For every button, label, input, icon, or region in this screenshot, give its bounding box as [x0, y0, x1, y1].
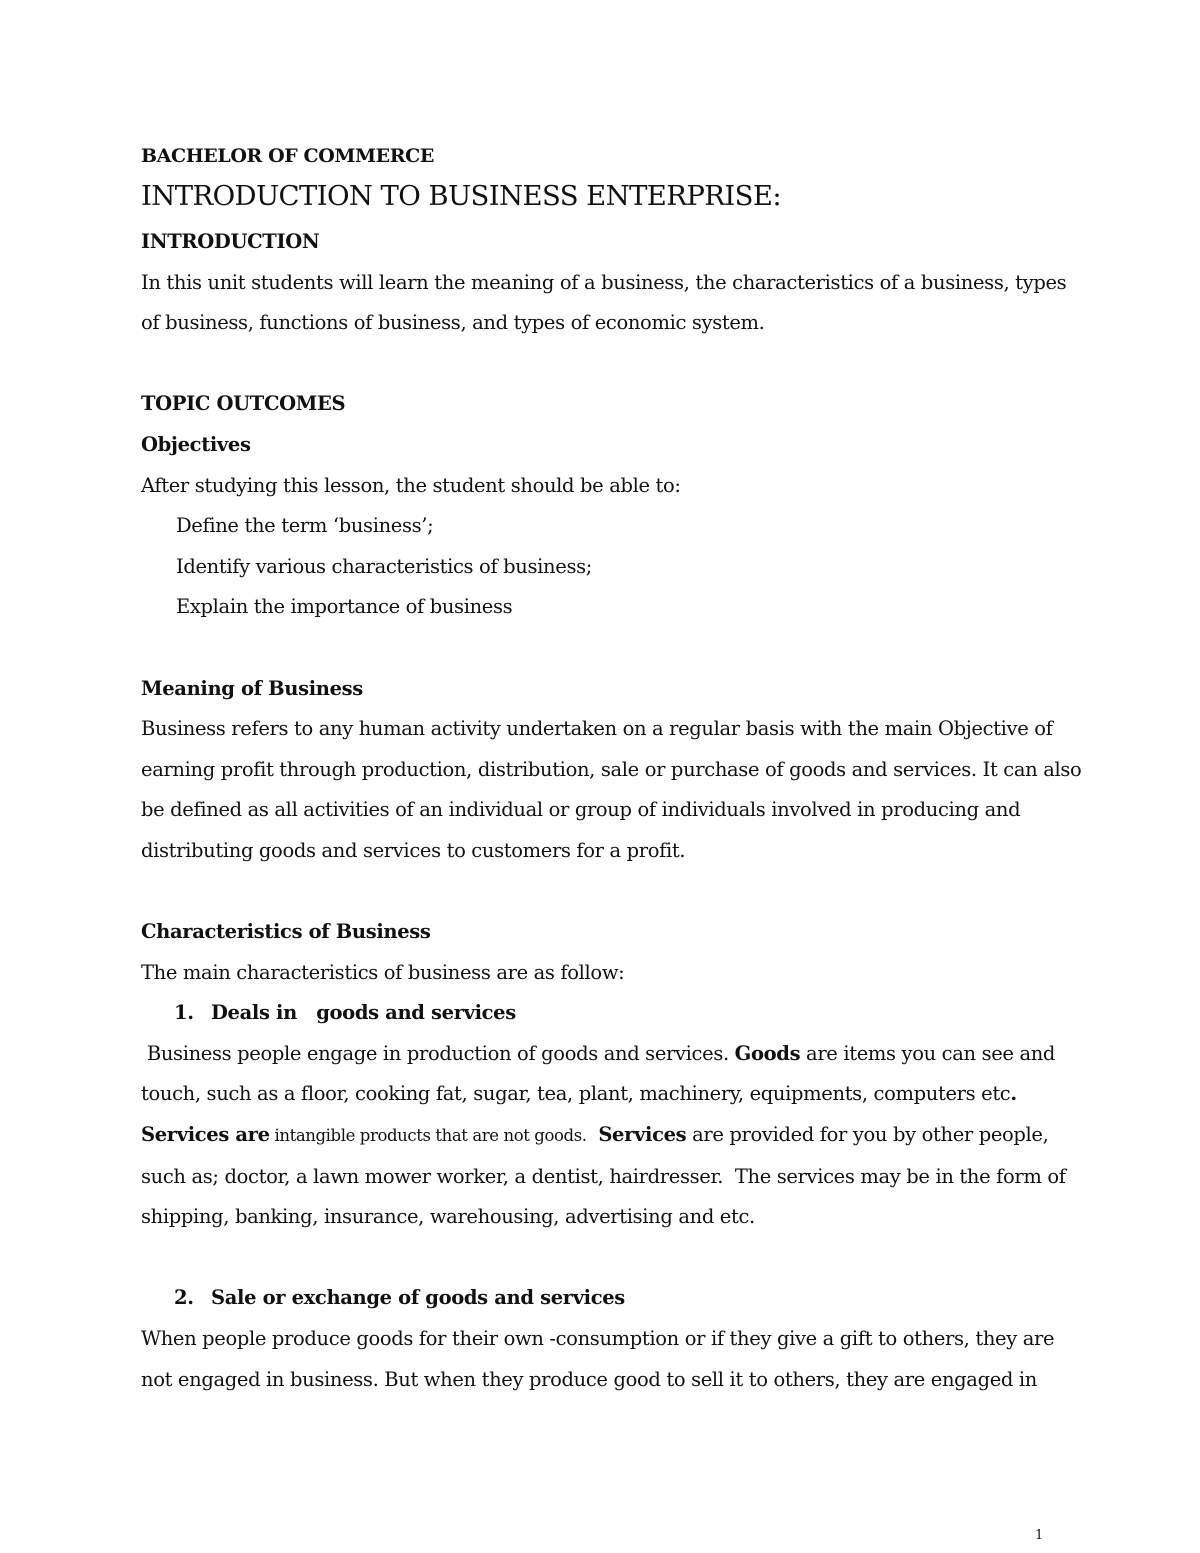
objectives-lead: After studying this lesson, the student should be able to: [141, 473, 681, 497]
list-item-title: Sale or exchange of goods and services [211, 1286, 625, 1310]
text-run: Business people engage in production of goods and services. [141, 1041, 735, 1065]
text-run: are provided for you by other people, [686, 1123, 1049, 1147]
characteristics-lead: The main characteristics of business are as follow: [141, 960, 625, 984]
objective-item: Define the term ‘business’; [176, 514, 434, 538]
characteristics-heading: Characteristics of Business [141, 920, 431, 944]
services-term: Services are [141, 1123, 270, 1147]
meaning-line: distributing goods and services to customers for a profit. [141, 838, 686, 862]
meaning-line: earning profit through production, distribution, sale or purchase of goods and services. It can also [141, 757, 1082, 781]
services-term: Services [598, 1123, 687, 1147]
program-title: BACHELOR OF COMMERCE [141, 145, 434, 167]
objectives-heading: Objectives [141, 432, 251, 456]
topic-outcomes-heading: TOPIC OUTCOMES [141, 392, 346, 416]
meaning-heading: Meaning of Business [141, 676, 363, 700]
goods-term: Goods [734, 1041, 801, 1065]
list-item-title: Deals in goods and services [211, 1001, 516, 1025]
goods-services-line [141, 1115, 1071, 1157]
introduction-line: In this unit students will learn the meaning of a business, the characteristics of a business, types [141, 270, 1067, 294]
list-item-number: 2. [174, 1286, 194, 1310]
sale-exchange-line: When people produce goods for their own -consumption or if they give a gift to others, they are [141, 1327, 1055, 1351]
document-body [141, 140, 1082, 1400]
document-title: INTRODUCTION TO BUSINESS ENTERPRISE: [141, 180, 782, 212]
sale-exchange-line: not engaged in business. But when they produce good to sell it to others, they are engaged in [141, 1367, 1037, 1391]
meaning-line: Business refers to any human activity undertaken on a regular basis with the main Objective of [141, 717, 1053, 741]
text-run [587, 1123, 599, 1146]
introduction-line: of business, functions of business, and types of economic system. [141, 311, 765, 335]
meaning-line: be defined as all activities of an individual or group of individuals involved in producing and [141, 798, 1021, 822]
introduction-heading: INTRODUCTION [141, 230, 320, 253]
list-item-heading [141, 993, 1071, 1034]
text-run: touch, such as a floor, cooking fat, sugar, tea, plant, machinery, equipments, computers etc [141, 1082, 1011, 1106]
goods-services-line: shipping, banking, insurance, warehousing, advertising and etc. [141, 1205, 755, 1229]
list-item-number: 1. [174, 1001, 194, 1025]
objective-item: Explain the importance of business [176, 595, 513, 619]
goods-services-line [141, 1074, 1071, 1115]
text-run: are items you can see and [800, 1041, 1056, 1065]
goods-services-line: such as; doctor, a lawn mower worker, a dentist, hairdresser. The services may be in the form of [141, 1164, 1066, 1188]
text-run: intangible products that are not goods. [269, 1126, 587, 1146]
goods-services-line [141, 1034, 1071, 1075]
list-item-heading [141, 1278, 1071, 1319]
text-run: . [1010, 1082, 1017, 1106]
page-number: 1 [1035, 1528, 1044, 1543]
objective-item: Identify various characteristics of business; [176, 554, 592, 578]
